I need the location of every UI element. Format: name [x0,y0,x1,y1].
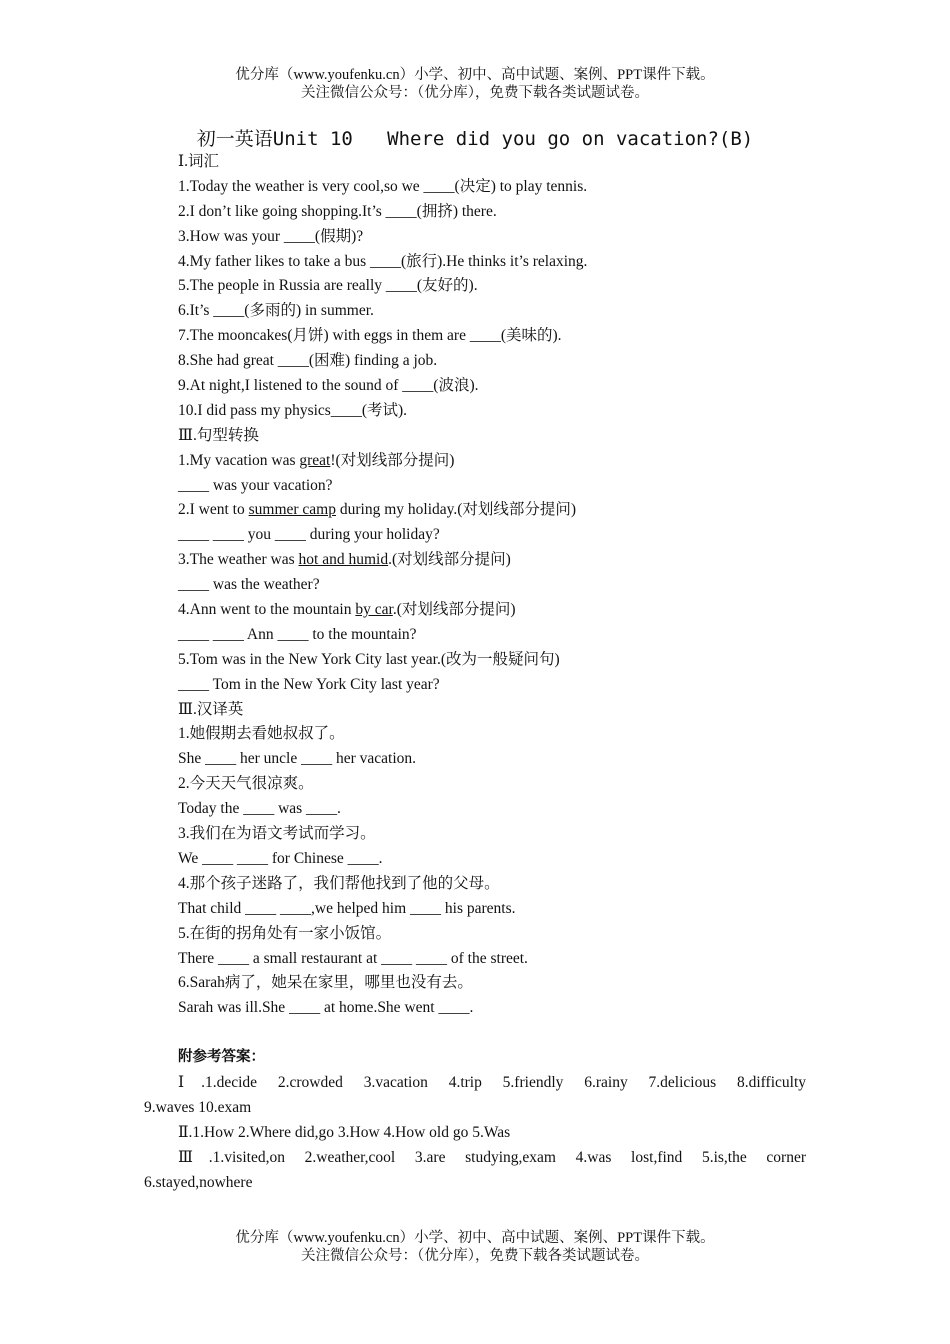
underlined-phrase: by car [355,601,393,619]
answer-paragraph: Ⅰ.1.decide 2.crowded 3.vacation 4.trip 5.friendly 6.rainy 7.delicious 8.difficulty [178,1074,806,1091]
vocab-item: 4.My father likes to take a bus ____(旅行).He thinks it’s relaxing. [178,252,588,270]
underlined-phrase: hot and humid [298,551,389,569]
question-text: 4.Ann went to the mountain [178,601,356,619]
vocab-item: 10.I did pass my physics____(考试). [178,401,408,419]
question-text: 2.I went to [178,501,249,519]
transform-question [178,548,818,573]
answer-paragraph-continued: 6.stayed,nowhere [144,1174,253,1191]
transform-question [178,498,818,523]
transform-question: 5.Tom was in the New York City last year.(改为一般疑问句) [178,650,560,668]
vocab-item: 9.At night,I listened to the sound of ____(波浪). [178,377,479,395]
transform-question [178,449,818,474]
translation-line: That child ____ ____,we helped him ____ his parents. [178,899,516,917]
transform-answer-line: ____ was the weather? [178,576,320,594]
translation-line: 5.在街的拐角处有一家小饭馆。 [178,924,392,942]
page-header [0,66,950,102]
vocab-item: 1.Today the weather is very cool,so we ____(决定) to play tennis. [178,177,588,195]
section-transform-heading: Ⅲ.句型转换 [178,426,259,444]
transform-answer-line: ____ was your vacation? [178,476,333,494]
translation-line: 2.今天天气很凉爽。 [178,775,314,793]
translation-line: Sarah was ill.She ____ at home.She went ____. [178,999,474,1017]
question-text: !(对划线部分提问) [330,451,455,469]
translation-line: She ____ her uncle ____ her vacation. [178,750,417,768]
vocab-item: 5.The people in Russia are really ____(友好的). [178,277,478,295]
vocab-item: 6.It’s ____(多雨的) in summer. [178,302,374,320]
translation-line: 1.她假期去看她叔叔了。 [178,725,345,743]
question-text: 1.My vacation was [178,451,300,469]
translation-line: We ____ ____ for Chinese ____. [178,849,383,867]
question-text: .(对划线部分提问) [392,601,516,619]
translation-line: 6.Sarah病了，她呆在家里，哪里也没有去。 [178,974,473,992]
transform-question [178,598,818,623]
section-vocabulary-heading: Ⅰ.词汇 [178,153,219,170]
translation-line: 3.我们在为语文考试而学习。 [178,825,376,843]
page-footer [0,1229,950,1265]
translation-line: There ____ a small restaurant at ____ ____ of the street. [178,949,528,967]
vocab-item: 8.She had great ____(困难) finding a job. [178,352,438,370]
transform-answer-line: ____ ____ Ann ____ to the mountain? [178,625,417,643]
answer-paragraph-continued: 9.waves 10.exam [144,1099,252,1116]
transform-answer-line: ____ ____ you ____ during your holiday? [178,526,440,544]
underlined-phrase: summer camp [248,501,336,519]
answer-paragraph: Ⅱ.1.How 2.Where did,go 3.How 4.How old go 5.Was [178,1124,511,1141]
footer-line-2: 关注微信公众号：（优分库），免费下载各类试题试卷。 [301,1248,649,1264]
footer-line-1: 优分库（www.youfenku.cn）小学、初中、高中试题、案例、PPT课件下载。 [235,1230,715,1246]
underlined-phrase: great [299,451,331,469]
question-text: during my holiday.(对划线部分提问) [336,501,577,519]
answer-key-heading: 附参考答案： [178,1049,265,1065]
vocab-item: 7.The mooncakes(月饼) with eggs in them are ____(美味的). [178,327,562,345]
question-text: 3.The weather was [178,551,299,569]
document-title: 初一英语Unit 10 Where did you go on vacation?(B) [196,128,754,150]
header-line-2: 关注微信公众号：（优分库），免费下载各类试题试卷。 [301,85,649,101]
answer-key [144,1045,806,1195]
vocab-item: 3.How was your ____(假期)? [178,227,364,245]
question-text: .(对划线部分提问) [388,551,511,569]
header-line-1: 优分库（www.youfenku.cn）小学、初中、高中试题、案例、PPT课件下载。 [235,67,715,83]
exercise-body [178,150,818,1021]
transform-answer-line: ____ Tom in the New York City last year? [178,675,440,693]
answer-paragraph: Ⅲ.1.visited,on 2.weather,cool 3.are studying,exam 4.was lost,find 5.is,the corner [178,1149,806,1166]
section-translation-heading: Ⅲ.汉译英 [178,700,244,718]
translation-line: Today the ____ was ____. [178,800,341,818]
translation-line: 4.那个孩子迷路了，我们帮他找到了他的父母。 [178,874,500,892]
vocab-item: 2.I don’t like going shopping.It’s ____(拥挤) there. [178,202,497,220]
